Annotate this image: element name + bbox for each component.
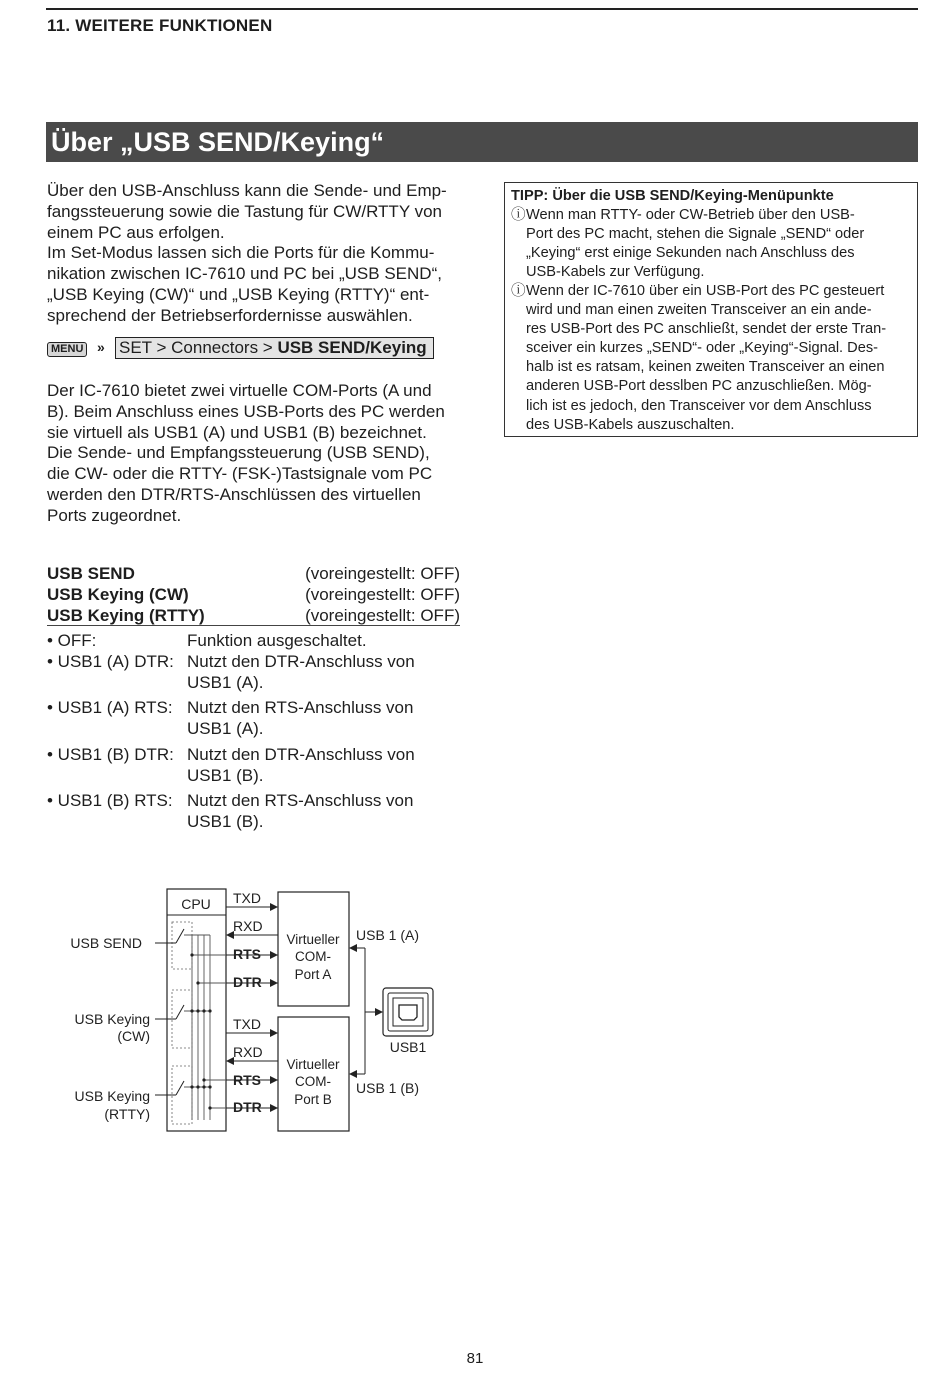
signal-txd-b: TXD [233, 1016, 261, 1032]
setting-name: USB SEND [47, 564, 135, 583]
signal-rxd-b: RXD [233, 1044, 263, 1060]
option-desc: USB1 (B). [187, 765, 264, 785]
tip-box [504, 182, 918, 437]
page-title: Über „USB SEND/Keying“ [51, 127, 385, 157]
tip-item [511, 206, 915, 283]
option-item [47, 791, 467, 833]
tip-line: wird und man einen zweiten Transceiver an ein ande- [526, 302, 872, 319]
option-item [47, 652, 467, 694]
switch-cw [155, 1005, 184, 1019]
setting-name: USB Keying (CW) [47, 585, 189, 604]
tip-line: USB-Kabels zur Verfügung. [526, 264, 705, 281]
tip-line: lich ist es jedoch, den Transceiver vor dem Anschluss [526, 397, 872, 414]
ports-line: sie virtuell als USB1 (A) und USB1 (B) bezeichnet. [47, 422, 427, 442]
intro-line: „USB Keying (CW)“ und „USB Keying (RTTY)“ ent- [47, 284, 430, 304]
signal-rts-a: RTS [233, 946, 261, 962]
input-label-cw: USB Keying [74, 1011, 150, 1027]
option-desc: USB1 (A). [187, 672, 264, 692]
setting-row [47, 605, 460, 626]
option-key: • USB1 (A) DTR: [47, 652, 174, 671]
tip-line: des USB-Kabels auszuschalten. [526, 416, 735, 433]
tip-line: anderen USB-Port desslben PC anzuschließen. Mög- [526, 378, 872, 395]
cpu-bus-lines [184, 935, 278, 1120]
intro-paragraph [47, 181, 467, 327]
option-key: • USB1 (B) RTS: [47, 791, 173, 810]
menu-key-icon: MENU [47, 342, 87, 357]
menu-path-text: SET > Connectors > [119, 338, 278, 357]
signal-rxd-a: RXD [233, 918, 263, 934]
switch-rtty [155, 1081, 184, 1095]
tip-line: Wenn der IC-7610 über ein USB-Port des PC gesteuert [526, 283, 885, 299]
input-label-send: USB SEND [70, 935, 142, 951]
signal-dtr-a: DTR [233, 974, 262, 990]
option-key: • USB1 (A) RTS: [47, 698, 173, 717]
port-a-label: COM- [295, 949, 331, 964]
tip-line: Wenn man RTTY- oder CW-Betrieb über den USB- [526, 207, 855, 223]
usb-connection-lines [350, 948, 382, 1074]
menu-path-item: USB SEND/Keying [277, 338, 427, 357]
section-label: 11. WEITERE FUNKTIONEN [47, 16, 273, 35]
usb1-label: USB1 [389, 1039, 427, 1055]
port-b-label: Port B [294, 1092, 332, 1107]
usb-connector-icon [383, 988, 433, 1036]
usb-wiring-diagram [0, 880, 470, 1140]
option-desc: Nutzt den RTS-Anschluss von [187, 791, 414, 810]
usb-b-label: USB 1 (B) [356, 1080, 420, 1096]
tip-line: halb ist es ratsam, keinen zweiten Transceiver an einen [526, 359, 885, 376]
port-b-label: COM- [295, 1074, 331, 1089]
intro-line: nikation zwischen IC-7610 und PC bei „USB SEND“, [47, 264, 442, 284]
ports-line: Ports zugeordnet. [47, 505, 182, 525]
option-key: • OFF: [47, 631, 97, 650]
option-item [47, 745, 467, 787]
setting-row [47, 563, 460, 584]
menu-path-box [115, 337, 434, 359]
ports-line: B). Beim Anschluss eines USB-Ports des PC werden [47, 401, 445, 421]
port-b-label: Virtueller [286, 1057, 340, 1072]
tip-item [511, 282, 915, 435]
intro-line: Über den USB-Anschluss kann die Sende- und Emp- [47, 181, 447, 200]
signal-txd-a: TXD [233, 890, 261, 906]
intro-line: einem PC aus erfolgen. [47, 222, 225, 242]
option-item [47, 631, 467, 652]
intro-line: fangssteuerung sowie die Tastung für CW/RTTY von [47, 201, 442, 221]
setting-name: USB Keying (RTTY) [47, 606, 205, 625]
page-number: 81 [466, 1350, 484, 1367]
ports-line: Der IC-7610 bietet zwei virtuelle COM-Ports (A und [47, 381, 432, 400]
setting-row [47, 584, 460, 605]
tip-title: TIPP: Über die USB SEND/Keying-Menüpunkte [511, 188, 834, 204]
setting-default: (voreingestellt: OFF) [305, 606, 460, 625]
option-desc: USB1 (B). [187, 811, 264, 831]
menu-separator: » [97, 339, 105, 355]
tip-line: res USB-Port des PC anschließt, sendet der erste Tran- [526, 321, 887, 338]
intro-line: Im Set-Modus lassen sich die Ports für die Kommu- [47, 243, 435, 263]
bus-junctions [190, 953, 211, 1109]
option-desc: Nutzt den RTS-Anschluss von [187, 698, 414, 717]
info-icon: ⓘ [511, 283, 526, 299]
ports-line: Die Sende- und Empfangssteuerung (USB SEND), [47, 443, 430, 463]
option-desc: Nutzt den DTR-Anschluss von [187, 745, 415, 764]
usb-a-label: USB 1 (A) [356, 927, 420, 943]
switch-group-send [172, 922, 192, 969]
port-a-label: Virtueller [286, 932, 340, 947]
ports-line: die CW- oder die RTTY- (FSK-)Tastsignale vom PC [47, 464, 433, 484]
signal-rts-b: RTS [233, 1072, 261, 1088]
port-a-label: Port A [294, 967, 332, 982]
switch-send [155, 929, 184, 943]
option-key: • USB1 (B) DTR: [47, 745, 174, 764]
intro-line: sprechend der Betriebserfordernisse auswählen. [47, 305, 413, 325]
option-desc: Funktion ausgeschaltet. [187, 631, 367, 650]
info-icon: ⓘ [511, 207, 526, 223]
tip-line: Port des PC macht, stehen die Signale „SEND“ oder [526, 226, 865, 243]
setting-default: (voreingestellt: OFF) [305, 585, 460, 604]
tip-line: sceiver ein kurzes „SEND“- oder „Keying“-Signal. Des- [526, 340, 878, 357]
input-label-rtty: (RTTY) [104, 1106, 150, 1122]
input-label-rtty: USB Keying [74, 1088, 150, 1104]
settings-divider [47, 625, 460, 626]
input-label-cw: (CW) [117, 1028, 150, 1044]
tip-line: „Keying“ erst einige Sekunden nach Anschluss des [526, 245, 855, 262]
setting-default: (voreingestellt: OFF) [305, 564, 460, 583]
option-desc: USB1 (A). [187, 718, 264, 738]
header-rule [46, 8, 918, 10]
ports-line: werden den DTR/RTS-Anschlüssen des virtuellen [47, 484, 421, 504]
signal-dtr-b: DTR [233, 1099, 262, 1115]
option-item [47, 698, 467, 740]
option-desc: Nutzt den DTR-Anschluss von [187, 652, 415, 671]
cpu-label: CPU [181, 896, 211, 912]
ports-paragraph [47, 381, 467, 527]
